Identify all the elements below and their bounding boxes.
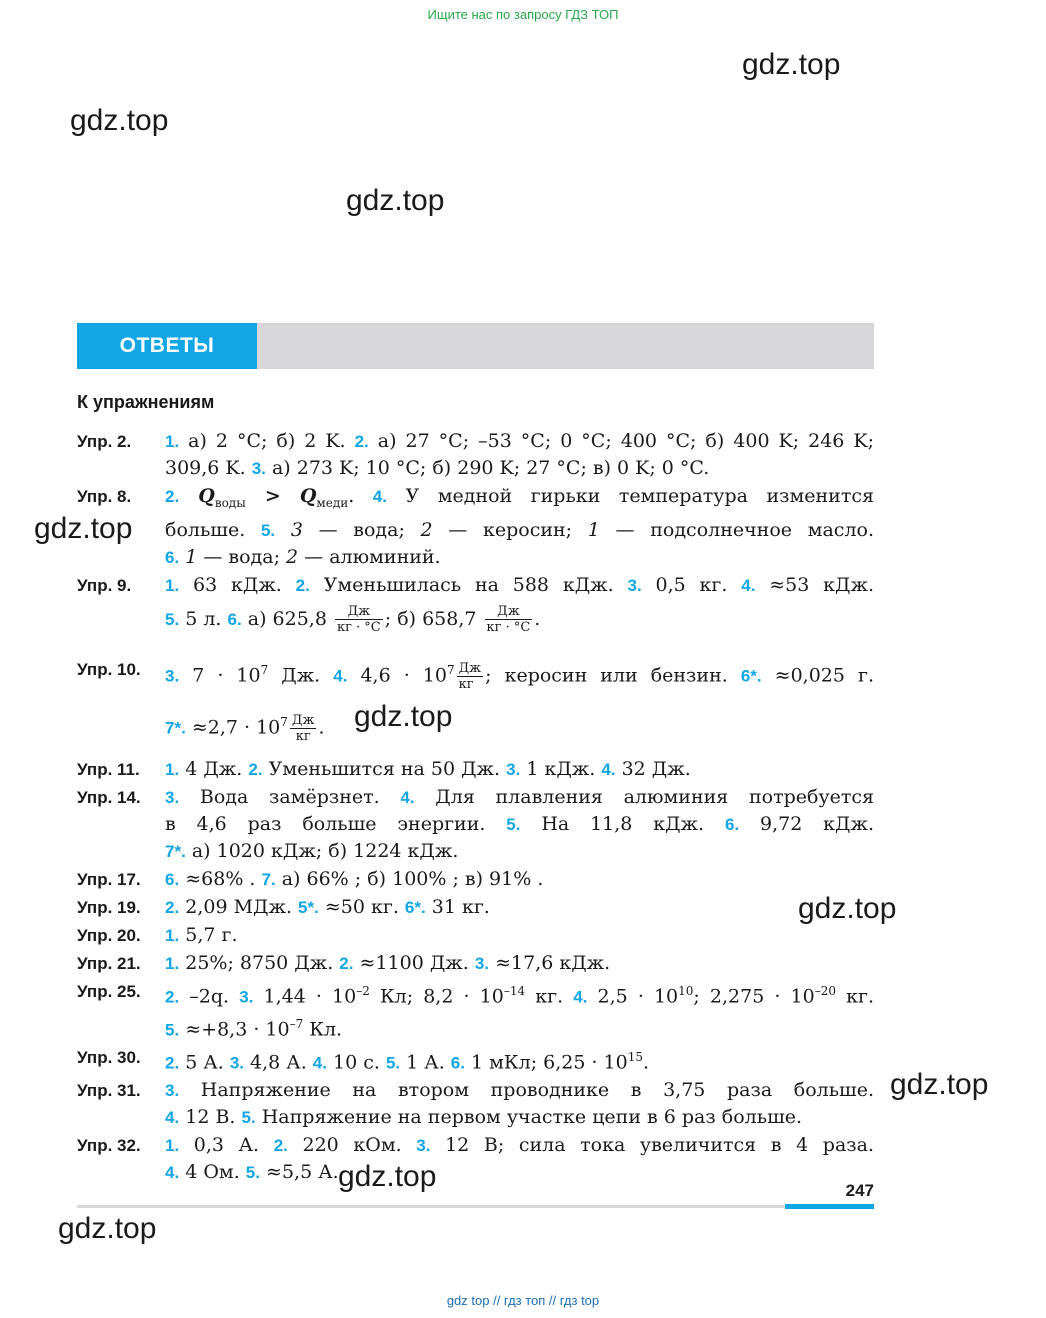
answer-number: 3. bbox=[251, 459, 266, 478]
answer-number: 2. bbox=[165, 898, 180, 918]
text: 4 Дж. bbox=[179, 758, 249, 781]
answer-number: 5. bbox=[506, 815, 521, 835]
text: больше. bbox=[165, 518, 261, 541]
section-title: ОТВЕТЫ bbox=[77, 323, 257, 369]
denominator: кг · °C bbox=[336, 620, 381, 636]
exercise-label: Упр. 2. bbox=[77, 432, 132, 451]
answer-entry bbox=[77, 866, 874, 893]
text: 32 Дж. bbox=[615, 758, 691, 781]
text: 1 мКл; 6,25 · 10 bbox=[464, 1051, 628, 1074]
exercise-label: Упр. 31. bbox=[77, 1081, 141, 1101]
numerator: Дж bbox=[458, 660, 482, 676]
text: 4 Ом. bbox=[179, 1161, 246, 1184]
answer-entry bbox=[77, 950, 874, 977]
answer-number: 3. bbox=[165, 1081, 180, 1101]
answer-number: 2. bbox=[273, 1136, 288, 1156]
answer-number: 3. bbox=[506, 760, 521, 780]
text: 1 bbox=[185, 545, 198, 568]
answer-number: 1. bbox=[165, 1136, 180, 1156]
text: 12 В. bbox=[179, 1106, 242, 1129]
superscript: –20 bbox=[814, 984, 837, 999]
watermark: gdz.top bbox=[742, 48, 841, 81]
text: кг. bbox=[836, 985, 874, 1008]
answer-number: 2. bbox=[354, 432, 369, 451]
watermark: gdz.top bbox=[338, 1160, 437, 1193]
text: а) 2 °C; б) 2 K. bbox=[179, 430, 355, 452]
answer-number: 2. bbox=[165, 487, 180, 506]
numerator: Дж bbox=[335, 604, 383, 620]
text: ≈1100 Дж. bbox=[353, 952, 475, 975]
answer-text bbox=[165, 1077, 874, 1131]
text: — вода; bbox=[197, 545, 287, 568]
exercise-label: Упр. 20. bbox=[77, 926, 141, 946]
answer-text bbox=[165, 978, 874, 1043]
answers-list bbox=[77, 428, 874, 1187]
text: 2 bbox=[420, 518, 433, 541]
text: Вода замёрзнет. bbox=[179, 786, 401, 809]
answer-number: 6*. bbox=[740, 666, 762, 686]
text: 1 А. bbox=[400, 1051, 451, 1074]
answer-number: 1. bbox=[165, 954, 180, 974]
text: в 4,6 раз больше энергии. bbox=[165, 813, 507, 836]
answer-number: 5. bbox=[165, 609, 180, 629]
answer-text bbox=[165, 572, 874, 640]
watermark: gdz.top bbox=[70, 104, 169, 137]
text: Уменьшится на 50 Дж. bbox=[262, 758, 507, 781]
text: ≈68% . bbox=[179, 868, 262, 891]
answer-number: 2. bbox=[165, 1053, 180, 1073]
superscript: –7 bbox=[289, 1016, 304, 1031]
answer-number: 3. bbox=[627, 575, 642, 595]
exercise-label: Упр. 32. bbox=[77, 1136, 141, 1156]
watermark: gdz.top bbox=[354, 700, 453, 733]
answer-number: 7*. bbox=[165, 718, 186, 738]
answer-entry bbox=[77, 1077, 874, 1131]
answer-number: 3. bbox=[416, 1136, 431, 1156]
answer-number: 2. bbox=[165, 987, 180, 1007]
text: Для плавления алюминия потребуется bbox=[414, 786, 875, 809]
text: Кл; 8,2 · 10 bbox=[369, 985, 504, 1008]
exercise-label: Упр. 14. bbox=[77, 788, 141, 808]
answer-number: 5. bbox=[385, 1053, 401, 1073]
answer-number: 4. bbox=[573, 987, 588, 1007]
text: Напряжение на втором проводнике в 3,75 раза больше. bbox=[179, 1079, 874, 1102]
text: 2,5 · 10 bbox=[587, 985, 679, 1008]
superscript: –2 bbox=[356, 984, 370, 999]
answer-number: 5. bbox=[260, 520, 276, 540]
text: кг. bbox=[525, 985, 574, 1008]
text: 5 л. bbox=[179, 607, 228, 630]
answer-text bbox=[165, 950, 874, 977]
text: — вода; bbox=[302, 518, 421, 541]
numerator: Дж bbox=[291, 712, 315, 728]
answer-number: 6. bbox=[724, 815, 740, 835]
exercise-label: Упр. 8. bbox=[77, 487, 132, 506]
answer-entry bbox=[77, 894, 874, 921]
exercise-label: Упр. 19. bbox=[77, 898, 141, 918]
answer-entry bbox=[77, 978, 874, 1043]
watermark: gdz.top bbox=[58, 1212, 157, 1245]
answer-entry bbox=[77, 428, 874, 482]
text: У медной гирьки температура изменится bbox=[386, 485, 874, 507]
answer-number: 4. bbox=[601, 760, 616, 780]
answer-number: 3. bbox=[165, 788, 180, 808]
answer-number: 6. bbox=[450, 1053, 465, 1073]
denominator: кг · °C bbox=[486, 620, 531, 636]
answer-text bbox=[165, 866, 874, 893]
footer-divider bbox=[77, 1205, 874, 1208]
fraction bbox=[290, 713, 317, 744]
text: 1 кДж. bbox=[520, 758, 602, 781]
superscript: 10 bbox=[678, 984, 694, 999]
answer-entry bbox=[77, 572, 874, 640]
answer-number: 3. bbox=[474, 954, 490, 974]
answer-text bbox=[165, 650, 874, 749]
answer-number: 1. bbox=[165, 432, 180, 451]
watermark: gdz.top bbox=[34, 512, 133, 545]
answer-number: 5. bbox=[245, 1163, 260, 1183]
text: ≈17,6 кДж. bbox=[489, 952, 611, 975]
exercise-label: Упр. 10. bbox=[77, 659, 141, 679]
answer-text bbox=[165, 428, 874, 482]
answer-number: 2. bbox=[339, 954, 354, 974]
text: а) 625,8 bbox=[241, 607, 333, 630]
text: . bbox=[534, 607, 541, 630]
text: — алюминий. bbox=[298, 545, 441, 568]
answer-number: 3. bbox=[239, 987, 254, 1007]
text: а) 27 °C; –53 °C; 0 °C; 400 °C; б) 400 K; 246 K; bbox=[368, 430, 874, 452]
bottom-banner: gdz top // гдз топ // гдз top bbox=[446, 1293, 600, 1308]
text: 2,09 МДж. bbox=[179, 896, 299, 919]
subheading: К упражнениям bbox=[77, 392, 215, 412]
answer-text bbox=[165, 1044, 874, 1076]
answer-number: 5. bbox=[165, 1020, 180, 1040]
watermark: gdz.top bbox=[890, 1068, 989, 1101]
superscript: 7 bbox=[280, 715, 288, 730]
fraction bbox=[335, 604, 383, 635]
exercise-label: Упр. 21. bbox=[77, 954, 141, 974]
text: > Q bbox=[245, 485, 317, 507]
text: ≈2,7 · 10 bbox=[185, 716, 281, 739]
text: 25%; 8750 Дж. bbox=[179, 952, 340, 975]
text: ≈50 кг. bbox=[318, 896, 405, 919]
text: ; керосин или бензин. bbox=[485, 664, 741, 687]
text: 2 bbox=[286, 545, 299, 568]
text: 63 кДж. bbox=[179, 573, 296, 596]
text: — подсолнечное масло. bbox=[599, 518, 874, 541]
text: 4,8 А. bbox=[244, 1051, 313, 1074]
superscript: 15 bbox=[627, 1050, 644, 1065]
text: Уменьшилась на 588 кДж. bbox=[309, 573, 628, 596]
watermark: gdz.top bbox=[346, 184, 445, 217]
answer-number: 4. bbox=[372, 487, 387, 506]
text: ≈0,025 г. bbox=[761, 664, 874, 687]
text: . bbox=[348, 485, 373, 507]
text: Кл. bbox=[303, 1018, 343, 1041]
answer-number: 6*. bbox=[404, 898, 426, 918]
exercise-label: Упр. 25. bbox=[77, 982, 141, 1002]
exercise-label: Упр. 30. bbox=[77, 1048, 141, 1068]
exercise-label: Упр. 17. bbox=[77, 870, 141, 890]
superscript: 7 bbox=[446, 662, 455, 677]
text: . bbox=[318, 716, 325, 739]
footer-accent bbox=[785, 1204, 874, 1209]
answer-number: 3. bbox=[165, 666, 180, 686]
superscript: –14 bbox=[503, 984, 526, 999]
answer-entry bbox=[77, 784, 874, 865]
answer-number: 5. bbox=[241, 1108, 256, 1128]
answer-number: 2. bbox=[295, 575, 310, 595]
answer-number: 4. bbox=[741, 575, 756, 595]
subscript: меди bbox=[316, 495, 349, 510]
text: 3 bbox=[290, 518, 303, 541]
denominator: кг bbox=[295, 728, 311, 744]
text: 5,7 г. bbox=[179, 924, 238, 947]
text: ≈53 кДж. bbox=[755, 573, 874, 596]
text: 12 В; сила тока увеличится в 4 раза. bbox=[430, 1134, 875, 1157]
answer-number: 1. bbox=[165, 575, 180, 595]
text: 7 · 10 bbox=[179, 664, 261, 687]
text: 10 с. bbox=[326, 1051, 386, 1074]
answer-entry bbox=[77, 1132, 874, 1186]
answer-text bbox=[165, 894, 874, 921]
text: 31 кг. bbox=[425, 896, 490, 919]
answer-number: 3. bbox=[229, 1053, 245, 1073]
answer-entry bbox=[77, 922, 874, 949]
text: ≈5,5 А. bbox=[259, 1161, 339, 1184]
answer-number: 4. bbox=[312, 1053, 327, 1073]
text: 1,44 · 10 bbox=[253, 985, 357, 1008]
answer-number: 6. bbox=[227, 609, 242, 629]
text: а) 66% ; б) 100% ; в) 91% . bbox=[275, 868, 544, 891]
answer-text bbox=[165, 483, 874, 571]
denominator: кг bbox=[458, 676, 474, 692]
answer-number: 4. bbox=[165, 1108, 180, 1128]
text: 0,5 кг. bbox=[641, 573, 742, 596]
superscript: 7 bbox=[260, 662, 269, 677]
answer-number: 7*. bbox=[165, 842, 186, 862]
text: . bbox=[643, 1051, 650, 1074]
answer-number: 7. bbox=[261, 870, 276, 890]
text: а) 1020 кДж; б) 1224 кДж. bbox=[185, 840, 459, 863]
answer-number: 1. bbox=[165, 760, 180, 780]
answer-entry bbox=[77, 483, 874, 571]
text: 4,6 · 10 bbox=[347, 664, 447, 687]
answer-number: 6. bbox=[165, 547, 180, 567]
text: Дж. bbox=[268, 664, 334, 687]
text: Q bbox=[179, 485, 215, 507]
answer-entry bbox=[77, 756, 874, 783]
text bbox=[275, 519, 291, 541]
text: 1 bbox=[587, 518, 600, 541]
section-header bbox=[77, 323, 874, 369]
answer-number: 6. bbox=[165, 870, 180, 890]
text: а) 273 K; 10 °C; б) 290 K; 27 °C; в) 0 K; 0 °C. bbox=[265, 457, 710, 479]
answer-number: 2. bbox=[248, 760, 263, 780]
fraction bbox=[485, 604, 533, 635]
answer-text bbox=[165, 756, 874, 783]
text: 0,3 А. bbox=[179, 1134, 274, 1157]
text: ; б) 658,7 bbox=[384, 607, 483, 630]
exercise-label: Упр. 9. bbox=[77, 575, 132, 595]
answer-text bbox=[165, 1132, 874, 1186]
text: 220 кОм. bbox=[287, 1134, 417, 1157]
answer-text bbox=[165, 922, 874, 949]
subscript: воды bbox=[214, 495, 246, 510]
answer-text bbox=[165, 784, 874, 865]
text: На 11,8 кДж. bbox=[520, 813, 725, 836]
fraction bbox=[457, 661, 484, 692]
text: ≈+8,3 · 10 bbox=[179, 1018, 290, 1041]
exercise-label: Упр. 11. bbox=[77, 760, 140, 780]
answer-number: 5*. bbox=[298, 898, 319, 918]
top-banner: Ищите нас по запросу ГДЗ ТОП bbox=[427, 7, 619, 22]
watermark: gdz.top bbox=[798, 892, 897, 925]
answer-number: 4. bbox=[333, 666, 348, 686]
answer-number: 1. bbox=[165, 926, 180, 946]
text: 5 А. bbox=[179, 1051, 230, 1074]
answer-number: 4. bbox=[165, 1163, 180, 1183]
answer-entry bbox=[77, 650, 874, 749]
text: — керосин; bbox=[432, 518, 588, 541]
text: Напряжение на первом участке цепи в 6 раз больше. bbox=[255, 1106, 803, 1129]
answer-entry bbox=[77, 1044, 874, 1076]
numerator: Дж bbox=[485, 604, 533, 620]
page-number: 247 bbox=[845, 1181, 874, 1200]
text: ; 2,275 · 10 bbox=[693, 985, 815, 1008]
text: –2q. bbox=[179, 985, 240, 1008]
answer-number: 4. bbox=[400, 788, 415, 808]
text: 9,72 кДж. bbox=[739, 813, 874, 836]
text: 309,6 K. bbox=[165, 457, 252, 479]
